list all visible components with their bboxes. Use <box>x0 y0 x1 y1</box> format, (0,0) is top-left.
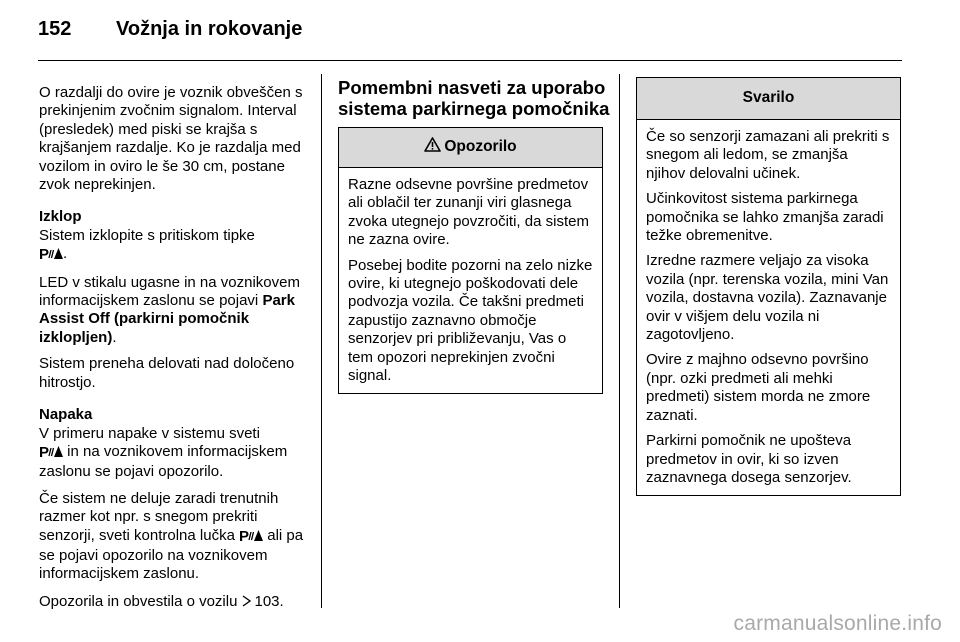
warning-box-header <box>339 128 602 168</box>
izklop-heading: Izklop <box>39 208 82 226</box>
warning-paragraph-1: Razne odsevne površine predmetov ali oblačil ter zunanji viri glasnega zvoka utegnejo povzročiti, da sistem ne zazna ovire. <box>348 176 589 249</box>
park-assist-icon <box>239 528 263 547</box>
caution-box-body <box>637 120 900 495</box>
header-rule <box>38 60 902 61</box>
warning-box-body <box>339 168 602 393</box>
izklop-p2-end: . <box>112 328 117 346</box>
left-column <box>39 84 309 619</box>
caution-paragraph-2: Učinkovitost sistema parkirnega pomočnika se lahko zmanjša zaradi težke obremenitve. <box>646 190 884 245</box>
warning-box <box>338 127 603 394</box>
caution-paragraph-1: Če so senzorji zamazani ali prekriti s snegom ali ledom, se zmanjša njihov delovalni učinek. <box>646 128 890 182</box>
caution-paragraph-5: Parkirni pomočnik ne upošteva predmetov in ovir, ki so izven zaznavnega dosega senzorjev. <box>646 432 852 486</box>
izklop-paragraph-3: Sistem preneha delovati nad določeno hitrostjo. <box>39 355 295 391</box>
caution-box <box>636 77 901 496</box>
izklop-p1-end: . <box>63 245 68 263</box>
napaka-p1-after: in na voznikovem informacijskem zaslonu se pojavi opozorilo. <box>39 442 288 481</box>
izklop-paragraph-1 <box>39 227 309 266</box>
napaka-p1-text: V primeru napake v sistemu sveti <box>39 424 260 442</box>
napaka-heading: Napaka <box>39 406 93 424</box>
izklop-p1-text: Sistem izklopite s pritiskom tipke <box>39 226 255 244</box>
intro-paragraph: O razdalji do ovire je voznik obveščen s prekinjenim zvočnim signalom. Interval (presledek) med piski se krajša s krajšanjem razdalje. Ko je razdalja med vozilom in oviro le še 30 cm, postane zvok neprekinjen. <box>39 84 303 194</box>
page-header <box>38 18 302 41</box>
caution-paragraph-4: Ovire z majhno odsevno površino (npr. ozki predmeti ali mehki predmeti) sistem morda ne zmore zaznati. <box>646 351 871 424</box>
napaka-paragraph-2 <box>39 490 309 584</box>
middle-column <box>338 77 610 394</box>
column-divider-left <box>321 74 322 608</box>
izklop-paragraph-2 <box>39 274 309 348</box>
page-reference[interactable]: 103. <box>254 592 284 610</box>
napaka-p2-text: Če sistem ne deluje zaradi trenutnih razmer kot npr. s snegom prekriti senzorji, sveti kontrolna lučka <box>39 489 279 544</box>
svg-text:P: P <box>39 443 50 458</box>
napaka-p3-text: Opozorila in obvestila o vozilu <box>39 592 242 610</box>
park-assist-icon <box>39 246 63 265</box>
izklop-p2-text: LED v stikalu ugasne in na voznikovem informacijskem zaslonu se pojavi <box>39 273 300 310</box>
svg-text:P: P <box>239 527 250 542</box>
napaka-paragraph-3 <box>39 592 309 611</box>
watermark: carmanualsonline.info <box>733 612 942 635</box>
caution-paragraph-3: Izredne razmere veljajo za visoka vozila (npr. terenska vozila, mini Van vozila, dostavna vozila). Zaznavanje ovir v višjem delu vozila ni zagotovljeno. <box>646 252 889 344</box>
page-number: 152 <box>38 18 72 40</box>
svg-text:P: P <box>39 246 50 261</box>
park-assist-icon <box>39 444 63 463</box>
section-title: Pomembni nasveti za uporabo sistema parkirnega pomočnika <box>338 77 610 119</box>
caution-box-header: Svarilo <box>637 78 900 120</box>
napaka-p2-after: ali pa se pojavi opozorilo na voznikovem informacijskem zaslonu. <box>39 526 304 583</box>
warning-box-label: Opozorilo <box>444 138 517 156</box>
column-divider-right <box>619 74 620 608</box>
right-column <box>636 77 901 496</box>
warning-paragraph-2: Posebej bodite pozorni na zelo nizke ovire, ki utegnejo poškodovati dele podvozja vozila. Če takšni predmeti zapustijo zaznavno območje senzorjev pri približevanju, Vas o tem opozori neprekinjen zvočni signal. <box>348 256 593 385</box>
park-assist-off-message: Park Assist Off (parkirni pomočnik izklopljen) <box>39 292 295 346</box>
page-title: Vožnja in rokovanje <box>116 18 303 40</box>
warning-triangle-icon <box>424 137 441 157</box>
napaka-paragraph-1 <box>39 425 309 482</box>
page-reference-arrow-icon[interactable] <box>242 593 255 609</box>
